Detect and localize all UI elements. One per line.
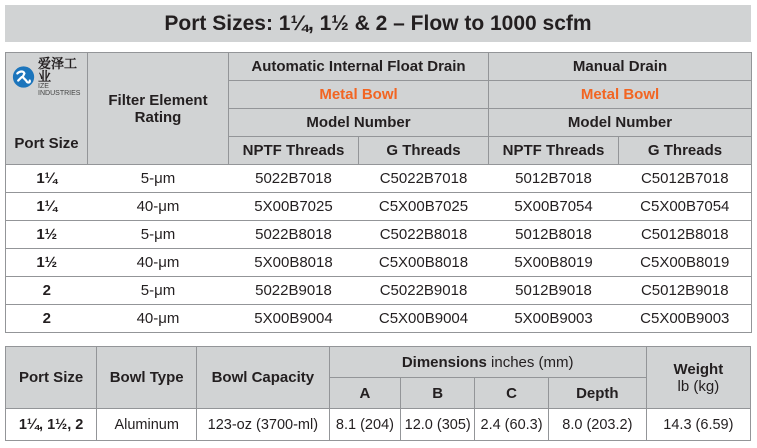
model-number-table — [5, 52, 752, 333]
port-size-cell: 1¼ — [6, 165, 88, 193]
table-row — [6, 305, 752, 333]
auto-g-cell: C5022B8018 — [359, 221, 489, 249]
auto-nptf-cell: 5X00B8018 — [229, 249, 359, 277]
filter-rating-cell: 40-μm — [88, 249, 229, 277]
auto-metal-bowl-label: Metal Bowl — [229, 81, 489, 109]
manual-nptf-header: NPTF Threads — [489, 137, 619, 165]
table-row — [6, 193, 752, 221]
auto-g-cell: C5X00B8018 — [359, 249, 489, 277]
manual-nptf-cell: 5012B7018 — [489, 165, 619, 193]
manual-metal-bowl-label: Metal Bowl — [489, 81, 752, 109]
company-logo — [12, 57, 87, 97]
manual-model-number-header: Model Number — [489, 109, 752, 137]
manual-g-cell: C5012B8018 — [619, 221, 752, 249]
dimensions-label: Dimensions — [401, 353, 487, 371]
dim-b-header: B — [401, 378, 475, 409]
table-row — [6, 249, 752, 277]
weight-cell: 14.3 (6.59) — [646, 409, 750, 441]
port-size-cell: 2 — [6, 305, 88, 333]
manual-nptf-cell: 5012B8018 — [489, 221, 619, 249]
table-row — [6, 165, 752, 193]
manual-nptf-cell: 5012B9018 — [489, 277, 619, 305]
table-row — [6, 221, 752, 249]
dim-depth-cell: 8.0 (203.2) — [548, 409, 646, 441]
weight-unit: lb (kg) — [677, 377, 720, 395]
auto-nptf-cell: 5022B9018 — [229, 277, 359, 305]
auto-g-cell: C5X00B7025 — [359, 193, 489, 221]
port-size-cell: 1½ — [6, 221, 88, 249]
manual-drain-header: Manual Drain — [489, 53, 752, 81]
page-title: Port Sizes: 1¼, 1½ & 2 – Flow to 1000 scfm — [5, 5, 751, 42]
dimensions-table — [5, 346, 751, 441]
dim-c-cell: 2.4 (60.3) — [475, 409, 549, 441]
dim-depth-header: Depth — [548, 378, 646, 409]
filter-rating-cell: 5-μm — [88, 221, 229, 249]
auto-nptf-cell: 5X00B7025 — [229, 193, 359, 221]
auto-model-number-header: Model Number — [229, 109, 489, 137]
weight-label: Weight — [673, 360, 724, 378]
dim-a-cell: 8.1 (204) — [329, 409, 401, 441]
auto-g-cell: C5X00B9004 — [359, 305, 489, 333]
table-row — [6, 409, 751, 441]
auto-nptf-header: NPTF Threads — [229, 137, 359, 165]
filter-rating-cell: 40-μm — [88, 305, 229, 333]
bowl-capacity-cell: 123-oz (3700-ml) — [197, 409, 329, 441]
port-size-cell: 1¼ — [6, 193, 88, 221]
logo-english-text: IZE INDUSTRIES — [38, 83, 81, 97]
dimensions-header — [329, 347, 646, 378]
manual-g-cell: C5X00B9003 — [619, 305, 752, 333]
manual-g-cell: C5X00B8019 — [619, 249, 752, 277]
auto-g-cell: C5022B9018 — [359, 277, 489, 305]
manual-g-cell: C5012B7018 — [619, 165, 752, 193]
manual-nptf-cell: 5X00B9003 — [489, 305, 619, 333]
dim-c-header: C — [475, 378, 549, 409]
port-size-header: Port Size — [6, 347, 97, 409]
table-row — [6, 277, 752, 305]
bowl-type-cell: Aluminum — [97, 409, 197, 441]
auto-nptf-cell: 5022B7018 — [229, 165, 359, 193]
ize-logo-icon — [12, 64, 35, 90]
auto-nptf-cell: 5X00B9004 — [229, 305, 359, 333]
logo-chinese-text: 爱泽工业 — [38, 56, 78, 84]
port-size-cell: 1½ — [6, 249, 88, 277]
filter-rating-cell: 5-μm — [88, 165, 229, 193]
dim-a-header: A — [329, 378, 401, 409]
auto-nptf-cell: 5022B8018 — [229, 221, 359, 249]
manual-nptf-cell: 5X00B7054 — [489, 193, 619, 221]
port-size-label: Port Size — [14, 135, 79, 152]
filter-element-header: Filter Element Rating — [88, 53, 229, 165]
bowl-type-header: Bowl Type — [97, 347, 197, 409]
auto-g-header: G Threads — [359, 137, 489, 165]
manual-g-cell: C5012B9018 — [619, 277, 752, 305]
auto-drain-header: Automatic Internal Float Drain — [229, 53, 489, 81]
manual-g-header: G Threads — [619, 137, 752, 165]
dimensions-unit: inches (mm) — [491, 353, 574, 371]
port-size-header — [6, 53, 88, 165]
filter-rating-cell: 5-μm — [88, 277, 229, 305]
manual-nptf-cell: 5X00B8019 — [489, 249, 619, 277]
port-size-cell: 1¼, 1½, 2 — [6, 409, 97, 441]
bowl-capacity-header: Bowl Capacity — [197, 347, 329, 409]
port-size-cell: 2 — [6, 277, 88, 305]
weight-header — [646, 347, 750, 409]
filter-rating-cell: 40-μm — [88, 193, 229, 221]
auto-g-cell: C5022B7018 — [359, 165, 489, 193]
dim-b-cell: 12.0 (305) — [401, 409, 475, 441]
manual-g-cell: C5X00B7054 — [619, 193, 752, 221]
